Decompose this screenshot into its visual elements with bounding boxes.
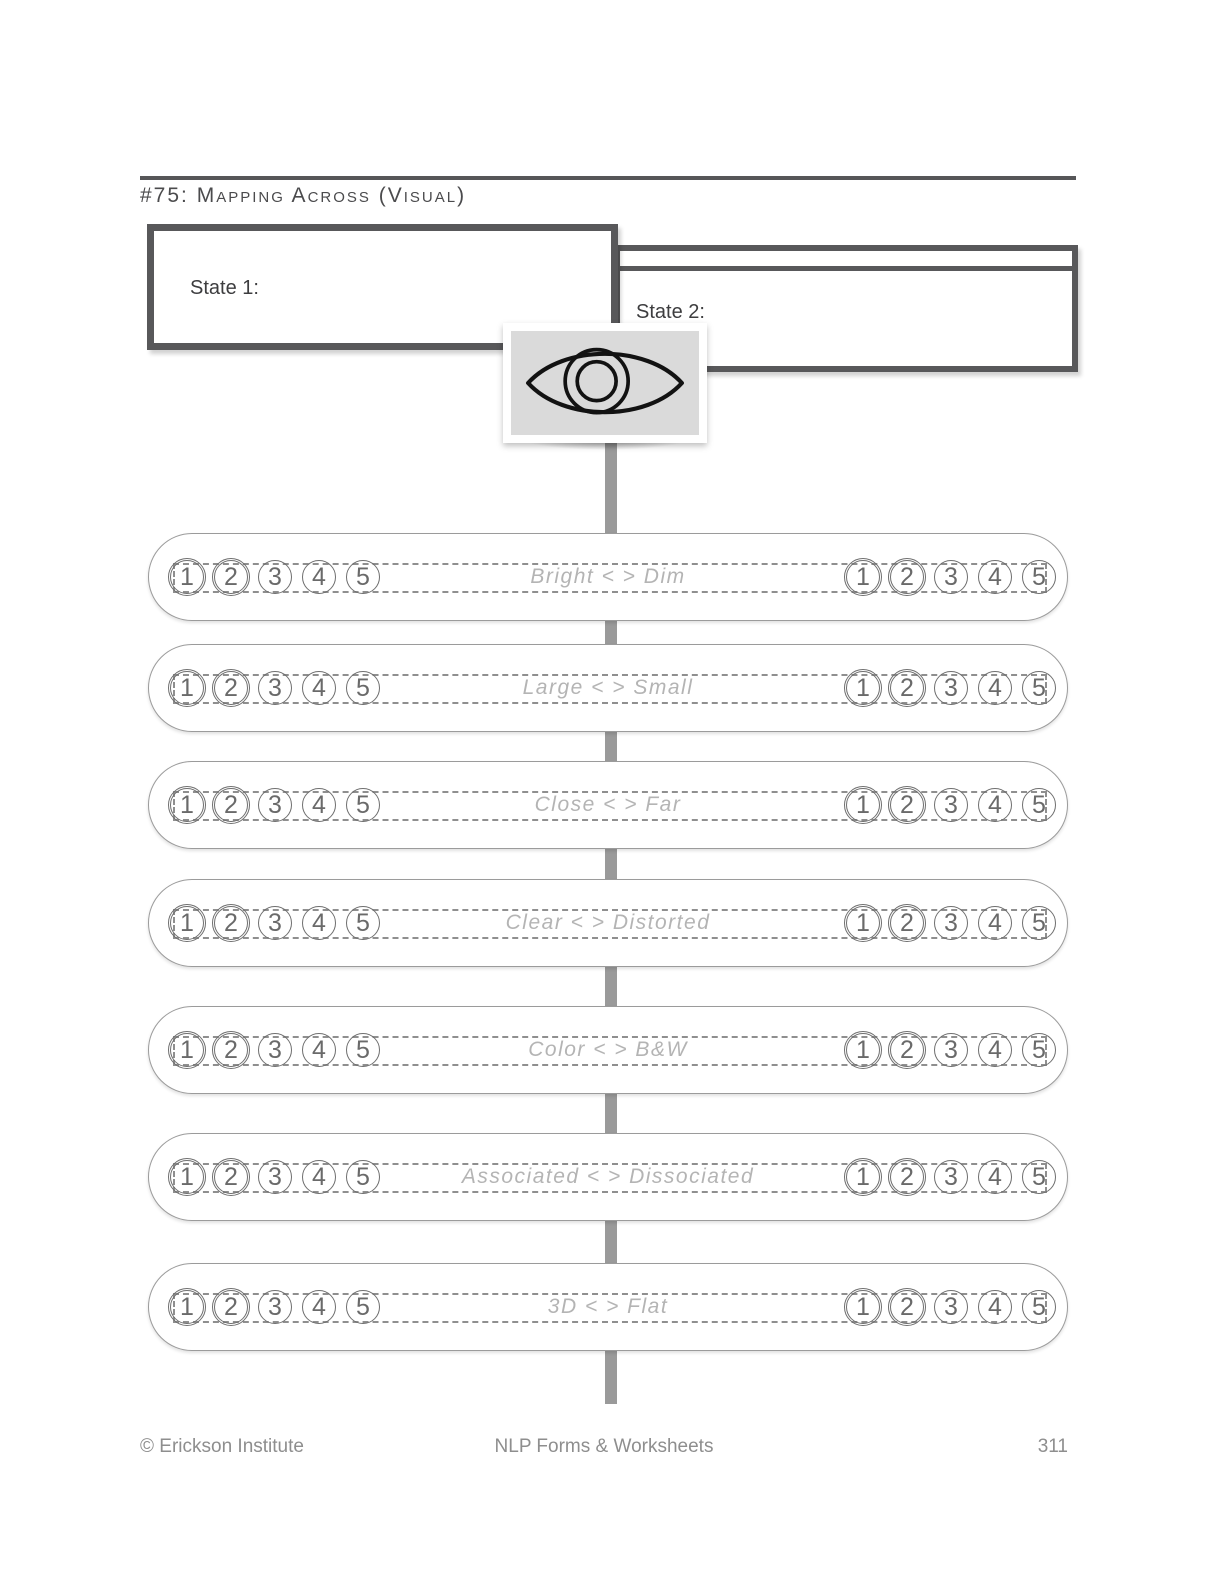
- scale-right: [846, 880, 1056, 966]
- scale-option-3[interactable]: 3: [934, 1290, 968, 1324]
- scale-option-1[interactable]: 1: [846, 1290, 880, 1324]
- scale-option-4[interactable]: 4: [978, 1290, 1012, 1324]
- state2-label: State 2:: [636, 301, 705, 323]
- scale-option-3[interactable]: 3: [258, 671, 292, 705]
- scale-left: [170, 645, 380, 731]
- scale-left: [170, 534, 380, 620]
- scale-option-2[interactable]: 2: [214, 1160, 248, 1194]
- scale-left: [170, 762, 380, 848]
- scale-option-1[interactable]: 1: [170, 560, 204, 594]
- scale-option-4[interactable]: 4: [302, 671, 336, 705]
- submodality-row: [148, 761, 1068, 849]
- scale-option-2[interactable]: 2: [214, 906, 248, 940]
- scale-option-5[interactable]: 5: [346, 1160, 380, 1194]
- scale-left: [170, 880, 380, 966]
- scale-option-4[interactable]: 4: [978, 671, 1012, 705]
- submodality-row: [148, 879, 1068, 967]
- scale-option-4[interactable]: 4: [302, 1290, 336, 1324]
- page-title: #75: Mapping Across (Visual): [140, 184, 467, 207]
- footer-page-number: 311: [1037, 1436, 1068, 1457]
- scale-option-5[interactable]: 5: [346, 788, 380, 822]
- scale-option-1[interactable]: 1: [846, 671, 880, 705]
- scale-option-5[interactable]: 5: [346, 1033, 380, 1067]
- scale-option-3[interactable]: 3: [258, 906, 292, 940]
- scale-option-2[interactable]: 2: [214, 1290, 248, 1324]
- scale-option-3[interactable]: 3: [934, 560, 968, 594]
- scale-option-4[interactable]: 4: [978, 1160, 1012, 1194]
- submodality-row: [148, 1006, 1068, 1094]
- scale-option-4[interactable]: 4: [302, 788, 336, 822]
- scale-right: [846, 762, 1056, 848]
- submodality-row: [148, 644, 1068, 732]
- scale-option-4[interactable]: 4: [978, 560, 1012, 594]
- scale-option-5[interactable]: 5: [1022, 906, 1056, 940]
- scale-option-1[interactable]: 1: [846, 906, 880, 940]
- scale-option-2[interactable]: 2: [214, 1033, 248, 1067]
- scale-option-1[interactable]: 1: [170, 671, 204, 705]
- scale-option-2[interactable]: 2: [890, 1160, 924, 1194]
- scale-option-1[interactable]: 1: [170, 906, 204, 940]
- eye-icon-graphic: [517, 333, 693, 433]
- scale-right: [846, 1264, 1056, 1350]
- scale-option-4[interactable]: 4: [978, 906, 1012, 940]
- scale-option-4[interactable]: 4: [978, 1033, 1012, 1067]
- scale-option-3[interactable]: 3: [934, 1033, 968, 1067]
- scale-option-5[interactable]: 5: [346, 906, 380, 940]
- scale-option-5[interactable]: 5: [1022, 788, 1056, 822]
- scale-option-3[interactable]: 3: [934, 671, 968, 705]
- scale-right: [846, 1007, 1056, 1093]
- scale-right: [846, 534, 1056, 620]
- scale-option-1[interactable]: 1: [846, 1033, 880, 1067]
- row-label: Color < > B&W: [528, 1038, 688, 1061]
- row-label: Clear < > Distorted: [505, 911, 711, 934]
- scale-option-5[interactable]: 5: [1022, 1033, 1056, 1067]
- scale-option-5[interactable]: 5: [1022, 1160, 1056, 1194]
- row-label: Bright < > Dim: [530, 565, 686, 588]
- row-label: Close < > Far: [534, 793, 682, 816]
- scale-option-3[interactable]: 3: [934, 906, 968, 940]
- scale-option-1[interactable]: 1: [846, 560, 880, 594]
- footer-book-title: NLP Forms & Worksheets: [494, 1436, 714, 1457]
- scale-option-2[interactable]: 2: [214, 788, 248, 822]
- scale-option-2[interactable]: 2: [214, 560, 248, 594]
- page-footer: [140, 1436, 1068, 1460]
- scale-option-1[interactable]: 1: [170, 1160, 204, 1194]
- title-rule: [140, 176, 1076, 180]
- scale-option-2[interactable]: 2: [890, 788, 924, 822]
- eye-icon: [511, 331, 699, 435]
- scale-left: [170, 1007, 380, 1093]
- scale-option-1[interactable]: 1: [846, 788, 880, 822]
- scale-option-2[interactable]: 2: [890, 906, 924, 940]
- scale-option-1[interactable]: 1: [846, 1160, 880, 1194]
- scale-option-3[interactable]: 3: [258, 788, 292, 822]
- scale-option-2[interactable]: 2: [890, 560, 924, 594]
- scale-option-2[interactable]: 2: [890, 1290, 924, 1324]
- scale-option-3[interactable]: 3: [258, 560, 292, 594]
- scale-option-3[interactable]: 3: [258, 1033, 292, 1067]
- scale-option-3[interactable]: 3: [934, 1160, 968, 1194]
- scale-option-3[interactable]: 3: [934, 788, 968, 822]
- state1-label: State 1:: [190, 277, 259, 299]
- scale-option-1[interactable]: 1: [170, 788, 204, 822]
- row-label: Associated < > Dissociated: [461, 1165, 755, 1188]
- scale-option-1[interactable]: 1: [170, 1033, 204, 1067]
- scale-option-2[interactable]: 2: [890, 1033, 924, 1067]
- scale-option-5[interactable]: 5: [1022, 1290, 1056, 1324]
- row-label: Large < > Small: [522, 676, 694, 699]
- submodality-row: [148, 533, 1068, 621]
- scale-option-2[interactable]: 2: [890, 671, 924, 705]
- scale-option-3[interactable]: 3: [258, 1160, 292, 1194]
- scale-option-2[interactable]: 2: [214, 671, 248, 705]
- scale-option-3[interactable]: 3: [258, 1290, 292, 1324]
- scale-right: [846, 645, 1056, 731]
- scale-right: [846, 1134, 1056, 1220]
- scale-option-5[interactable]: 5: [346, 671, 380, 705]
- scale-option-1[interactable]: 1: [170, 1290, 204, 1324]
- scale-option-4[interactable]: 4: [978, 788, 1012, 822]
- scale-option-4[interactable]: 4: [302, 1033, 336, 1067]
- scale-option-4[interactable]: 4: [302, 906, 336, 940]
- scale-option-5[interactable]: 5: [346, 560, 380, 594]
- scale-left: [170, 1134, 380, 1220]
- scale-option-5[interactable]: 5: [1022, 560, 1056, 594]
- scale-option-4[interactable]: 4: [302, 560, 336, 594]
- scale-option-4[interactable]: 4: [302, 1160, 336, 1194]
- scale-option-5[interactable]: 5: [1022, 671, 1056, 705]
- submodality-row: [148, 1133, 1068, 1221]
- eye-card: [503, 323, 707, 443]
- footer-copyright: © Erickson Institute: [140, 1436, 304, 1457]
- scale-option-5[interactable]: 5: [346, 1290, 380, 1324]
- scale-left: [170, 1264, 380, 1350]
- row-label: 3D < > Flat: [547, 1295, 669, 1318]
- submodality-row: [148, 1263, 1068, 1351]
